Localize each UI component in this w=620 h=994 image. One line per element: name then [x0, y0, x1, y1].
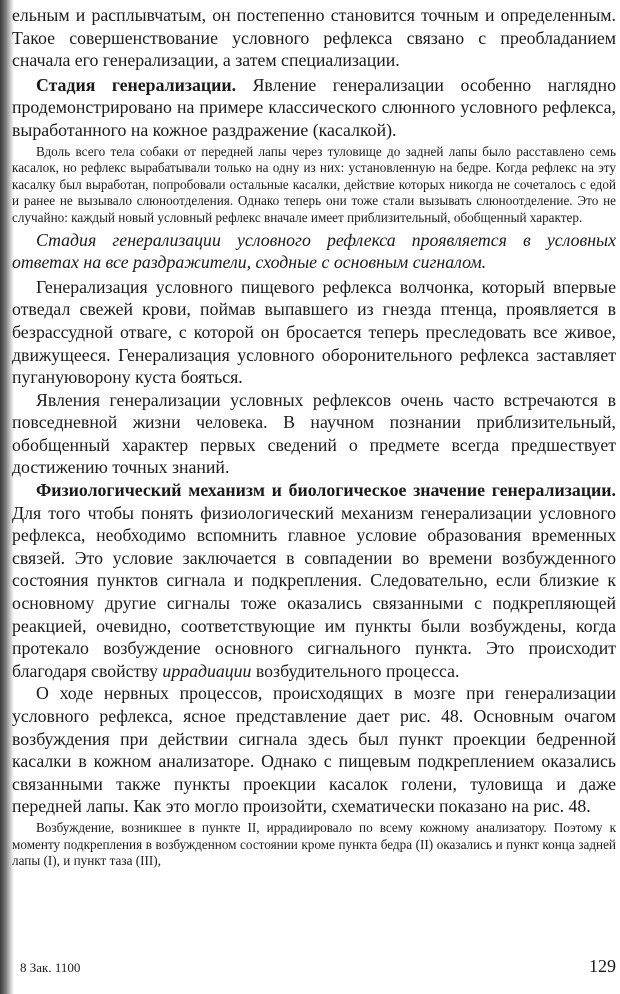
- page-text: [12, 4, 616, 870]
- page-footer: [12, 956, 616, 980]
- paragraph-text: возбудительного процесса.: [251, 660, 460, 681]
- paragraph-text: Для того чтобы понять физиологический механизм генерализации условного рефлекса, необходимо вспомнить главное условие образования временных связей. Это условие заключается в совпадении во времени возбужденного состояния пунктов сигнала и подкрепления. Следовательно, если близкие к основному другие сигналы тоже оказались связанными с подкрепляющей реакцией, очевидно, соответствующие им пункты были возбуждены, когда протекало возбуждение основного сигнального пункта. Это происходит благодаря свойству: [12, 502, 616, 681]
- term-irradiation: иррадиации: [162, 660, 252, 681]
- paragraph-wolf-cub: Генерализация условного пищевого рефлекса волчонка, который впервые отведал свежей крови, поймав выпавшего из гнезда птенца, проявляется в безрассудной отваге, с которой он бросается теперь преследовать все живое, движущееся. Генерализация условного оборонительного рефлекса заставляет пугануюворону куста бояться.: [12, 276, 616, 388]
- section-heading-generalization: Стадия генерализации.: [36, 74, 237, 95]
- page-number: 129: [589, 956, 616, 976]
- paragraph-experiment-small: Вдоль всего тела собаки от передней лапы через туловище до задней лапы было расставлено семь касалок, но рефлекс вырабатывали только на одну из них: установленную на бедре. Когда рефлекс на эту касалку был выработан, попробовали остальные касалки, действие которых никогда не сочеталось с едой и ранее не вызывало слюноотделения. Однако теперь они тоже стали вызывать слюноотделение. Это не случайно: каждый новый условный рефлекс вначале имеет приблизительный, обобщенный характер.: [12, 143, 616, 225]
- paragraph-everyday-life: Явления генерализации условных рефлексов очень часто встречаются в повседневной жизни человека. В научном познании приблизительный, обобщенный характер первых сведений о предмете всегда предшествует достижению точных знаний.: [12, 389, 616, 478]
- printer-signature: 8 Зак. 1100: [20, 960, 81, 975]
- paragraph-definition-italic: Стадия генерализации условного рефлекса проявляется в условных ответах на все раздражители, сходные с основным сигналом.: [12, 229, 616, 273]
- paragraph-figure-reference: О ходе нервных процессов, происходящих в мозге при генерализации условного рефлекса, ясное представление дает рис. 48. Основным очагом возбуждения при действии сигнала здесь был пункт проекции бедренной касалки в кожном анализаторе. Однако с пищевым подкреплением оказались связанными также пункты проекции касалок голени, туловища и даже передней лапы. Как это могло произойти, схематически показано на рис. 48.: [12, 683, 616, 817]
- paragraph-mechanism: [12, 479, 616, 682]
- paragraph-figure-explanation-small: Возбуждение, возникшее в пункте II, иррадиировало по всему кожному анализатору. Поэтому к моменту подкрепления в возбужденном состоянии кроме пункта бедра (II) оказались и пункт конца задней лапы (I), и пункт таза (III),: [12, 819, 616, 869]
- paragraph-text: Явление генерализации особенно наглядно продемонстрировано на примере классического слюнного условного рефлекса, выработанного на кожное раздражение (касалкой).: [12, 74, 616, 140]
- section-heading-mechanism: Физиологический механизм и биологическое значение генерализации.: [36, 480, 616, 501]
- paragraph-generalization-stage: [12, 74, 616, 142]
- paragraph-continuation: ельным и расплывчатым, он постепенно становится точным и определенным. Такое совершенствование условного рефлекса связано с преобладанием сначала его генерализации, а затем специализации.: [12, 5, 616, 71]
